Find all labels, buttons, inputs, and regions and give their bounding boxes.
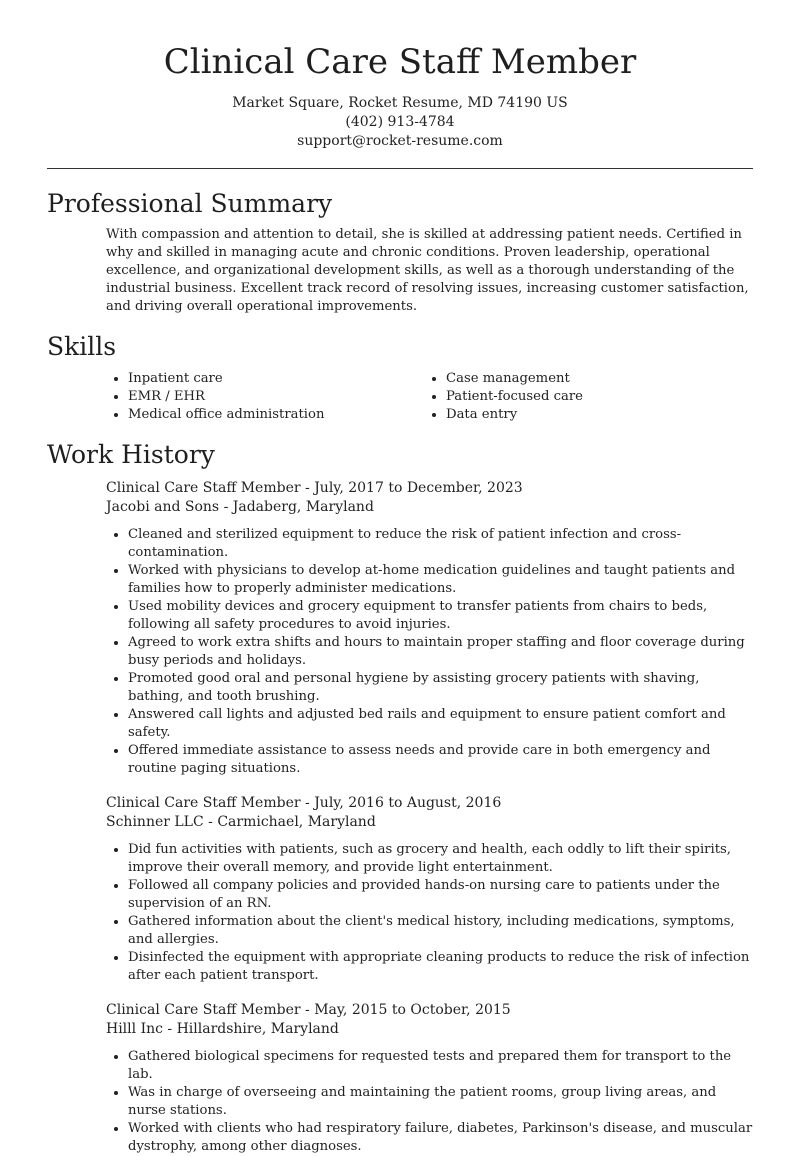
resume-header bbox=[0, 0, 800, 151]
job-bullet: • Did fun activities with patients, such as grocery and health, each oddly to lift their spirits, improve their overall memory, and provide light entertainment. bbox=[128, 841, 753, 877]
job-entry bbox=[106, 794, 753, 985]
candidate-name: Clinical Care Staff Member bbox=[163, 42, 637, 82]
skills-heading: Skills bbox=[47, 332, 117, 361]
skill-item: • Data entry bbox=[446, 406, 742, 424]
job-company-line: Hilll Inc - Hillardshire, Maryland bbox=[106, 1021, 339, 1037]
summary-heading: Professional Summary bbox=[47, 189, 333, 218]
skill-item: • Inpatient care bbox=[128, 370, 424, 388]
job-bullet: • Gathered biological specimens for requested tests and prepared them for transport to the lab. bbox=[128, 1048, 753, 1084]
skill-item: • Medical office administration bbox=[128, 406, 424, 424]
contact-phone: (402) 913-4784 bbox=[345, 114, 455, 130]
work-history-heading: Work History bbox=[47, 440, 215, 469]
job-bullet: • Agreed to work extra shifts and hours to maintain proper staffing and floor coverage during busy periods and holidays. bbox=[128, 634, 753, 670]
job-bullet: • Worked with clients who had respiratory failure, diabetes, Parkinson's disease, and muscular dystrophy, among other diagnoses. bbox=[128, 1120, 753, 1156]
job-bullet-list bbox=[106, 841, 753, 985]
job-title-line: Clinical Care Staff Member - July, 2016 to August, 2016 bbox=[106, 795, 502, 811]
job-entry bbox=[106, 1001, 753, 1156]
summary-text: With compassion and attention to detail, she is skilled at addressing patient needs. Certified in why and skilled in managing acute and chronic conditions. Proven leadership, operational excellence, and organizational development skills, as well as a thorough understanding of the industrial business. Excellent track record of resolving issues, increasing customer satisfaction, and driving overall operational improvements. bbox=[106, 227, 749, 314]
job-bullet: • Cleaned and sterilized equipment to reduce the risk of patient infection and cross-contamination. bbox=[128, 526, 753, 562]
skills-grid bbox=[106, 370, 753, 424]
job-bullet: • Offered immediate assistance to assess needs and provide care in both emergency and routine paging situations. bbox=[128, 742, 753, 778]
contact-block bbox=[0, 94, 800, 151]
job-title-line: Clinical Care Staff Member - May, 2015 to October, 2015 bbox=[106, 1002, 511, 1018]
contact-address: Market Square, Rocket Resume, MD 74190 US bbox=[232, 95, 568, 111]
job-bullet: • Followed all company policies and provided hands-on nursing care to patients under the supervision of an RN. bbox=[128, 877, 753, 913]
job-bullet: • Used mobility devices and grocery equipment to transfer patients from chairs to beds, following all safety procedures to avoid injuries. bbox=[128, 598, 753, 634]
job-bullet-list bbox=[106, 526, 753, 778]
skill-item: • Case management bbox=[446, 370, 742, 388]
job-bullet: • Gathered information about the client's medical history, including medications, symptoms, and allergies. bbox=[128, 913, 753, 949]
contact-email: support@rocket-resume.com bbox=[297, 133, 503, 149]
skill-item: • EMR / EHR bbox=[128, 388, 424, 406]
job-bullet: • Worked with physicians to develop at-home medication guidelines and taught patients and families how to properly administer medications. bbox=[128, 562, 753, 598]
job-company-line: Jacobi and Sons - Jadaberg, Maryland bbox=[106, 499, 374, 515]
job-entry bbox=[106, 479, 753, 778]
skills-section bbox=[47, 330, 753, 424]
job-company-line: Schinner LLC - Carmichael, Maryland bbox=[106, 814, 376, 830]
skills-column-right bbox=[424, 370, 742, 424]
header-divider bbox=[47, 168, 753, 169]
job-title-line: Clinical Care Staff Member - July, 2017 to December, 2023 bbox=[106, 480, 523, 496]
skill-item: • Patient-focused care bbox=[446, 388, 742, 406]
job-bullet: • Answered call lights and adjusted bed rails and equipment to ensure patient comfort and safety. bbox=[128, 706, 753, 742]
job-bullet-list bbox=[106, 1048, 753, 1156]
summary-section bbox=[47, 187, 753, 316]
job-bullet: • Promoted good oral and personal hygiene by assisting grocery patients with shaving, bathing, and tooth brushing. bbox=[128, 670, 753, 706]
job-bullet: • Disinfected the equipment with appropriate cleaning products to reduce the risk of infection after each patient transport. bbox=[128, 949, 753, 985]
skills-column-left bbox=[106, 370, 424, 424]
work-history-section bbox=[47, 438, 753, 1156]
job-bullet: • Was in charge of overseeing and maintaining the patient rooms, group living areas, and nurse stations. bbox=[128, 1084, 753, 1120]
